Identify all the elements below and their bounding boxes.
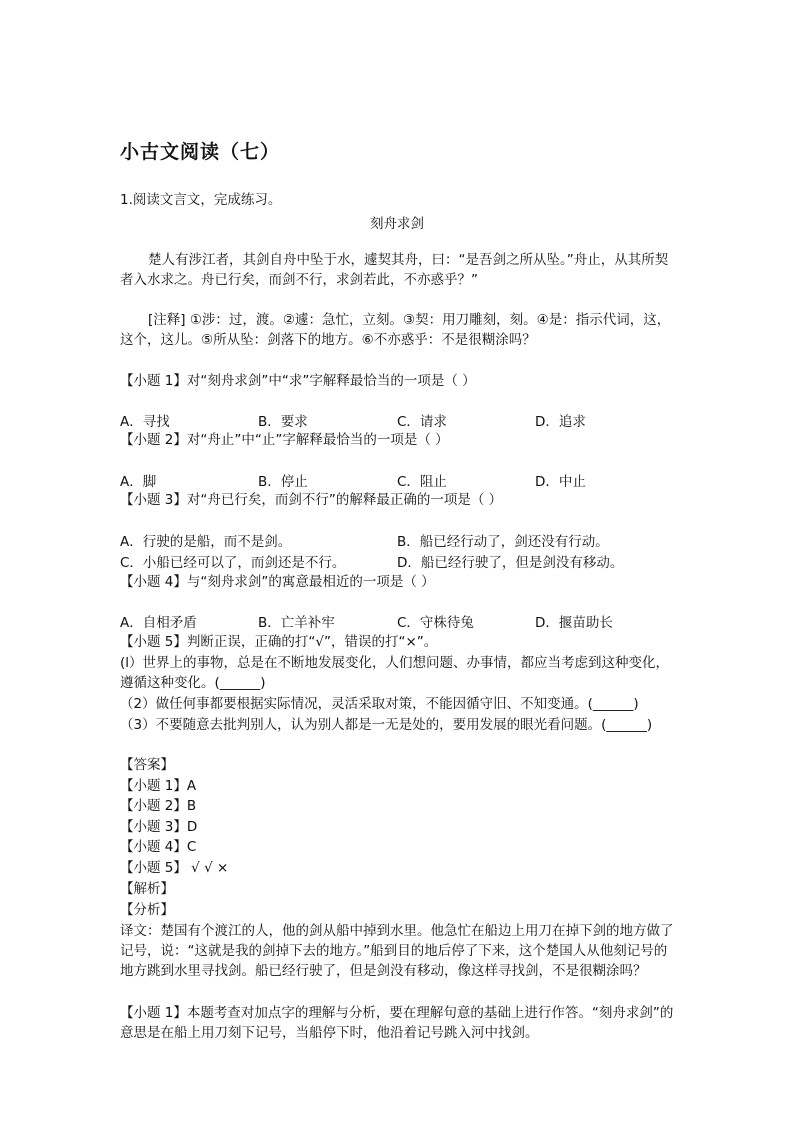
q1-option-c: C．请求 bbox=[397, 414, 447, 430]
answer-line-1: 【小题 1】A bbox=[120, 778, 197, 794]
passage-title: 刻舟求剑 bbox=[370, 216, 424, 232]
fenxi-heading: 【分析】 bbox=[120, 902, 174, 918]
q2-option-c: C．阻止 bbox=[397, 474, 447, 490]
q4-option-d: D．揠苗助长 bbox=[535, 615, 613, 631]
analysis-q1-text: 【小题 1】本题考查对加点字的理解与分析，要在理解句意的基础上进行作答。“刻舟求剑”的意思是在船上用刀刻下记号，当船停下时，他沿着记号跳入河中找剑。 bbox=[120, 1005, 674, 1041]
answer-line-3: 【小题 3】D bbox=[120, 819, 198, 835]
answers-heading: 【答案】 bbox=[120, 757, 174, 773]
page-title: 小古文阅读（七） bbox=[120, 141, 281, 163]
answer-line-2: 【小题 2】B bbox=[120, 798, 197, 814]
question-intro: 1.阅读文言文，完成练习。 bbox=[120, 192, 282, 208]
translation-text: 译文：楚国有个渡江的人，他的剑从船中掉到水里。他急忙在船边上用刀在掉下剑的地方做了记号，说：“这就是我的剑掉下去的地方。”船到目的地后停了下来，这个楚国人从他刻记号的地方跳到水里寻找剑。船已经行驶了，但是剑没有移动，像这样寻找剑，不是很糊涂吗？ bbox=[120, 923, 674, 979]
q3-option-a: A．行驶的是船，而不是剑。 bbox=[120, 534, 292, 550]
passage-text: 楚人有涉江者，其剑自舟中坠于水，遽契其舟，曰：“是吾剑之所从坠。”舟止，从其所契者入水求之。舟已行矣，而剑不行，求剑若此，不亦惑乎？” bbox=[120, 252, 669, 288]
q3-stem: 【小题 3】对“舟已行矣，而剑不行”的解释最正确的一项是（ ） bbox=[120, 492, 503, 508]
q4-option-b: B．亡羊补牢 bbox=[258, 615, 335, 631]
q3-option-d: D．船已经行驶了，但是剑没有移动。 bbox=[397, 555, 624, 571]
q4-stem: 【小题 4】与“刻舟求剑”的寓意最相近的一项是（ ） bbox=[120, 574, 435, 590]
q5-item-1: (l）世界上的事物，总是在不断地发展变化，人们想问题、办事情，都应当考虑到这种变化，遵循这种变化。(______) bbox=[120, 655, 670, 691]
passage-notes: [注释] ①涉：过，渡。②遽：急忙，立刻。③契：用刀雕刻，刻。④是：指示代词，这，这个，这儿。⑤所从坠：剑落下的地方。⑥不亦惑乎：不是很糊涂吗？ bbox=[120, 312, 671, 348]
q2-option-b: B．停止 bbox=[258, 474, 308, 490]
q4-option-a: A．自相矛盾 bbox=[120, 615, 197, 631]
q3-option-c: C．小船已经可以了，而剑还是不行。 bbox=[120, 555, 346, 571]
q1-option-d: D．追求 bbox=[535, 414, 586, 430]
q1-option-a: A．寻找 bbox=[120, 414, 170, 430]
q2-option-a: A．脚 bbox=[120, 474, 157, 490]
q3-option-b: B．船已经行动了，剑还没有行动。 bbox=[397, 534, 609, 550]
q5-item-3: （3）不要随意去批判别人，认为别人都是一无是处的，要用发展的眼光看问题。(______) bbox=[120, 717, 653, 733]
q2-option-d: D．中止 bbox=[535, 474, 586, 490]
q4-option-c: C．守株待兔 bbox=[397, 615, 474, 631]
q1-stem: 【小题 1】对“刻舟求剑”中“求”字解释最恰当的一项是（ ） bbox=[120, 373, 476, 389]
answer-line-4: 【小题 4】C bbox=[120, 839, 197, 855]
q1-option-b: B．要求 bbox=[258, 414, 308, 430]
answer-line-5: 【小题 5】 √ √ × bbox=[120, 860, 229, 876]
analysis-heading: 【解析】 bbox=[120, 881, 174, 897]
q5-item-2: （2）做任何事都要根据实际情况，灵活采取对策，不能因循守旧、不知变通。(______) bbox=[120, 696, 639, 712]
q2-stem: 【小题 2】对“舟止”中“止”字解释最恰当的一项是（ ） bbox=[120, 432, 449, 448]
q5-stem: 【小题 5】判断正误，正确的打“√”，错误的打“×”。 bbox=[120, 634, 438, 650]
